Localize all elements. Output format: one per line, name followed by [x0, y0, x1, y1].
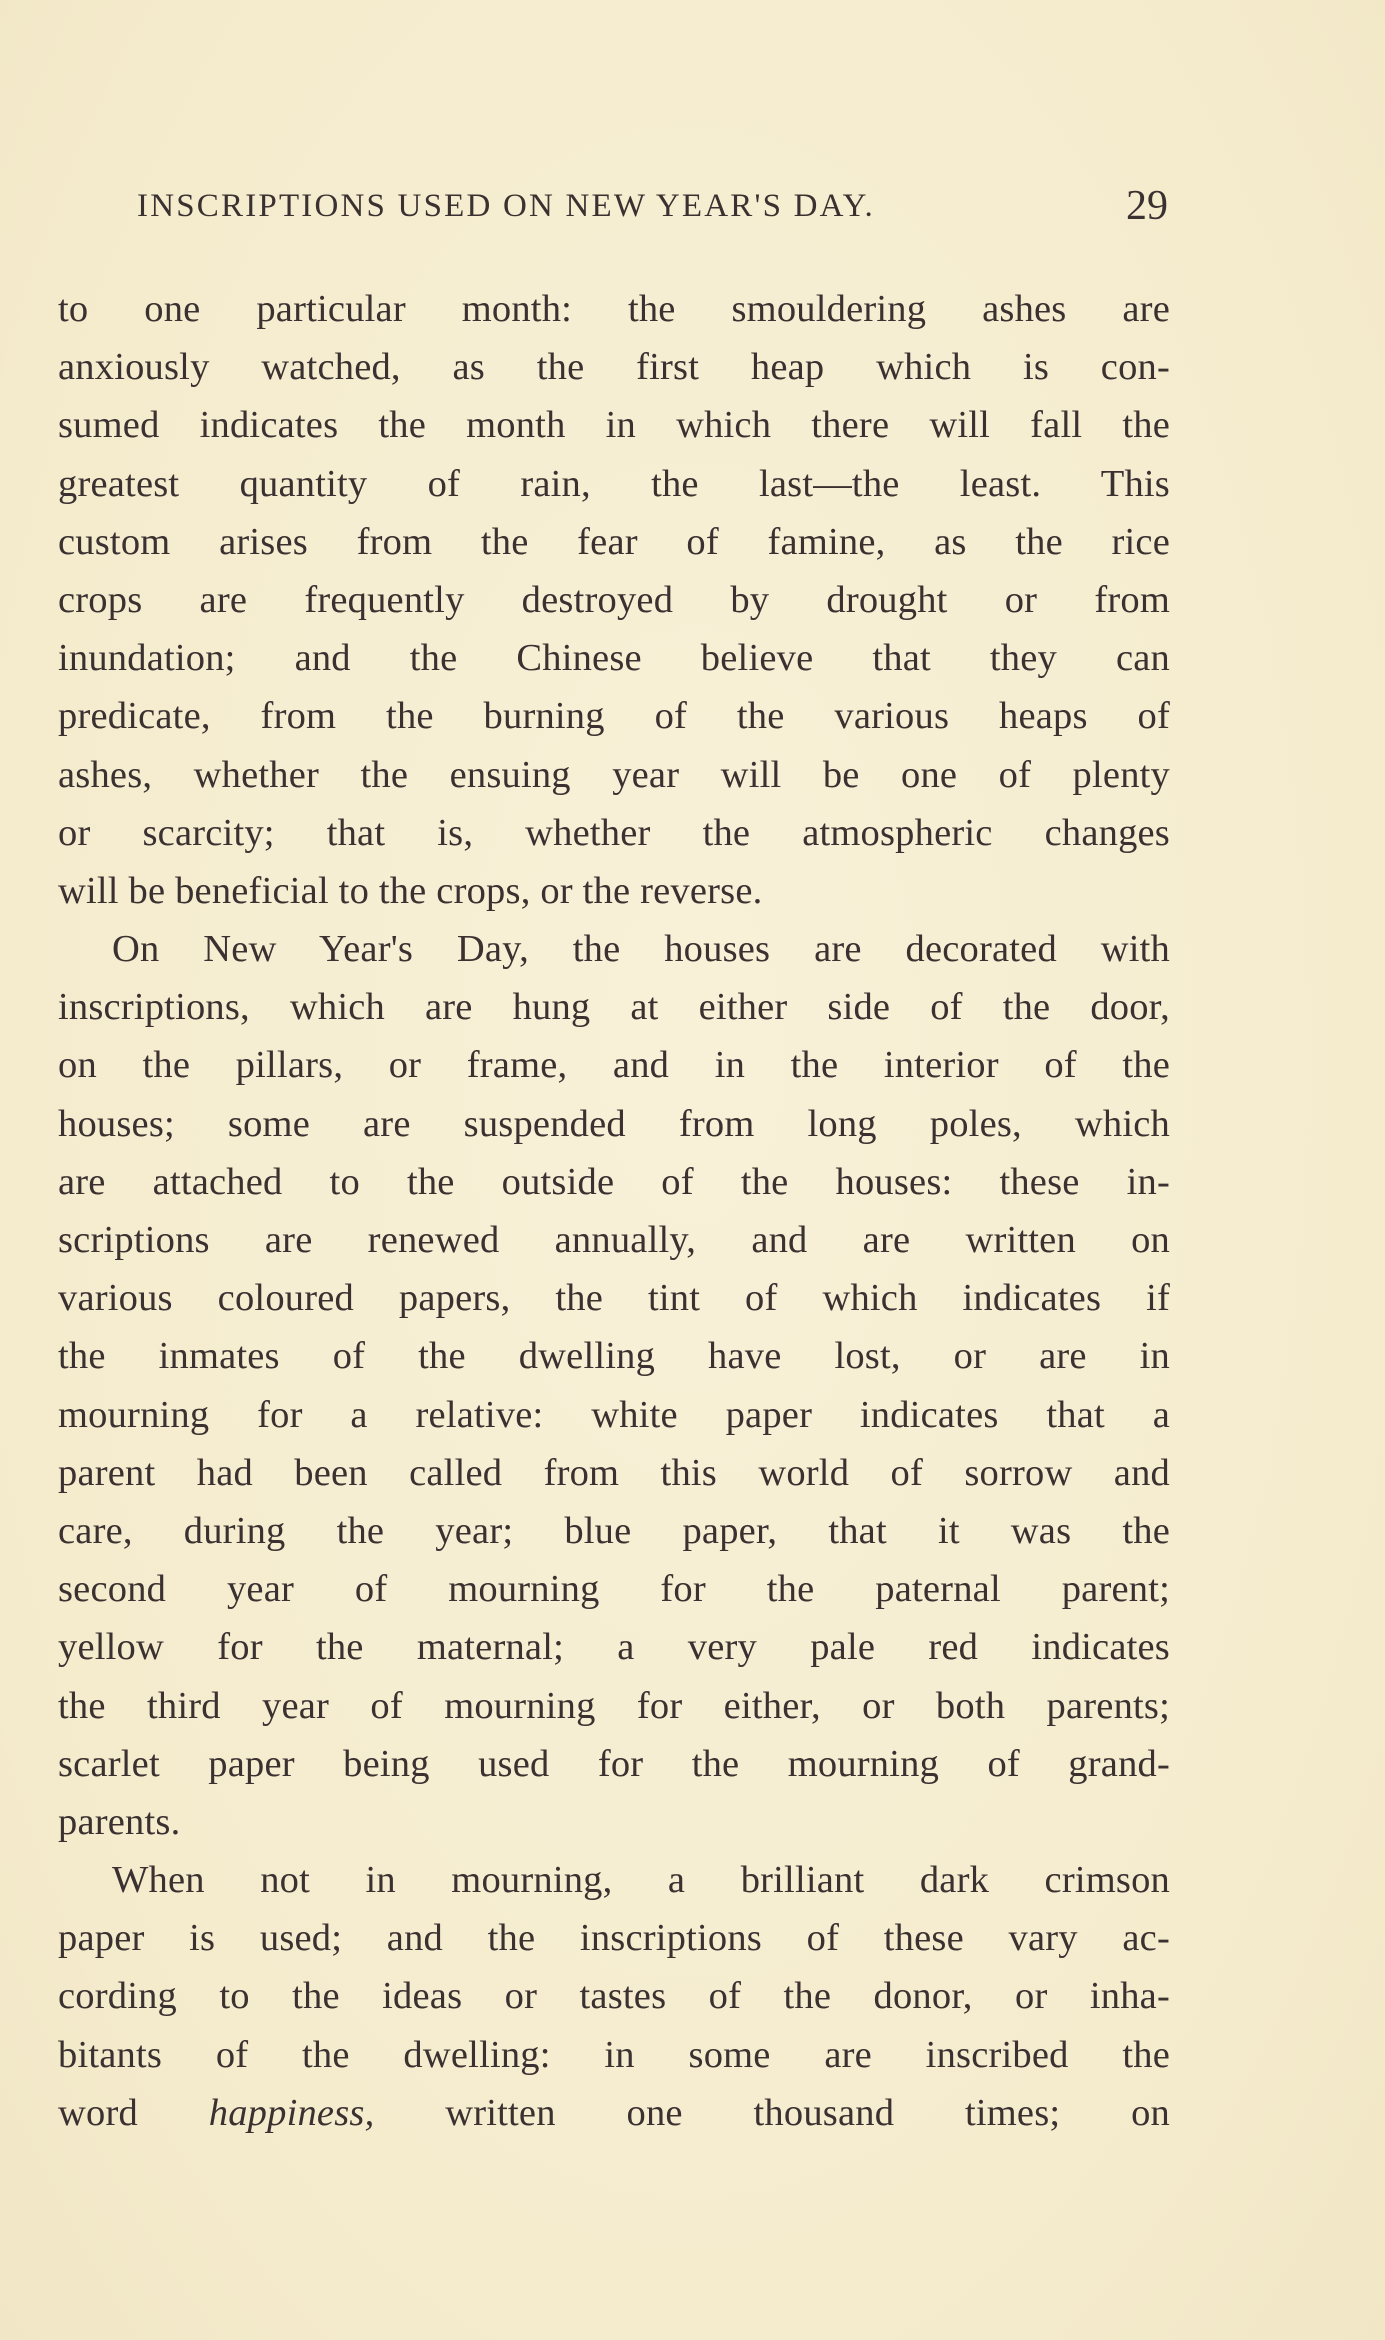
text-line: predicate, from the burning of the various heaps of — [58, 695, 1170, 738]
text-line: or scarcity; that is, whether the atmospheric changes — [58, 811, 1170, 854]
page-header — [137, 180, 1168, 232]
text-line: custom arises from the fear of famine, as the rice — [58, 520, 1170, 563]
text-line: the third year of mourning for either, or both parents; — [58, 1684, 1170, 1727]
text-line: scriptions are renewed annually, and are written on — [58, 1219, 1170, 1261]
text-line: sumed indicates the month in which there will fall the — [58, 404, 1170, 447]
text-line: second year of mourning for the paternal parent; — [58, 1568, 1170, 1611]
text-line: are attached to the outside of the houses: these in- — [58, 1160, 1170, 1203]
running-title: INSCRIPTIONS USED ON NEW YEAR'S DAY. — [137, 188, 875, 224]
text-line: parent had been called from this world of sorrow and — [58, 1451, 1170, 1494]
page-number: 29 — [1126, 183, 1168, 229]
text-line: inscriptions, which are hung at either side of the door, — [58, 986, 1170, 1029]
text-line: crops are frequently destroyed by drought or from — [58, 578, 1170, 621]
text-line: to one particular month: the smouldering ashes are — [58, 288, 1170, 330]
text-segment: word — [58, 2091, 209, 2134]
text-line: cording to the ideas or tastes of the donor, or inha- — [58, 1975, 1170, 2018]
text-line: scarlet paper being used for the mourning of grand- — [58, 1742, 1170, 1785]
text-line: greatest quantity of rain, the last—the least. This — [58, 462, 1170, 505]
text-line: the inmates of the dwelling have lost, or are in — [58, 1335, 1170, 1378]
text-line: on the pillars, or frame, and in the interior of the — [58, 1044, 1170, 1087]
text-line: inundation; and the Chinese believe that they can — [58, 637, 1170, 680]
text-line: bitants of the dwelling: in some are inscribed the — [58, 2033, 1170, 2076]
text-line: parents. — [58, 1800, 181, 1843]
text-line — [58, 2084, 1170, 2142]
italic-word: happiness, — [208, 2091, 375, 2134]
text-line: anxiously watched, as the first heap which is con- — [58, 346, 1170, 389]
text-line: When not in mourning, a brilliant dark crimson — [112, 1859, 1170, 1902]
text-line: houses; some are suspended from long poles, which — [58, 1102, 1170, 1145]
text-line: On New Year's Day, the houses are decorated with — [112, 928, 1170, 971]
text-line: various coloured papers, the tint of which indicates if — [58, 1277, 1170, 1320]
text-line: ashes, whether the ensuing year will be one of plenty — [58, 753, 1170, 796]
text-segment: written one thousand times; on — [374, 2091, 1171, 2134]
text-line: will be beneficial to the crops, or the reverse. — [58, 869, 763, 912]
text-line: yellow for the maternal; a very pale red indicates — [58, 1626, 1170, 1669]
text-line: mourning for a relative: white paper indicates that a — [58, 1393, 1170, 1436]
text-line: paper is used; and the inscriptions of these vary ac- — [58, 1917, 1170, 1960]
text-line: care, during the year; blue paper, that it was the — [58, 1509, 1170, 1552]
body-text — [58, 280, 1170, 2142]
